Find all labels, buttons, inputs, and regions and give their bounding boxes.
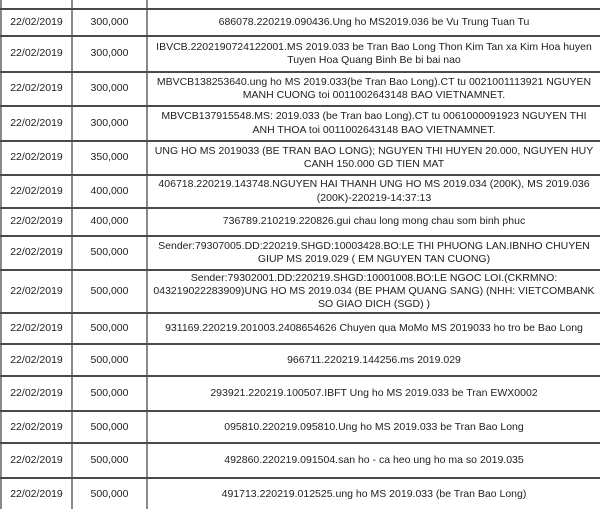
description-cell: 095810.220219.095810.Ung ho MS 2019.033 be Tran Bao Long [147, 411, 600, 443]
amount-cell: 500,000 [72, 344, 147, 376]
description-cell: 931169.220219.201003.2408654626 Chuyen qua MoMo MS 2019033 ho tro be Bao Long [147, 313, 600, 344]
description-cell: 492860.220219.091504.san ho - ca heo ung ho ma so 2019.035 [147, 443, 600, 478]
date-cell: 22/02/2019 [1, 141, 72, 175]
date-cell: 22/02/2019 [1, 411, 72, 443]
table-row [1, 344, 600, 376]
amount-cell: 500,000 [72, 443, 147, 478]
amount-cell: 400,000 [72, 175, 147, 208]
date-cell: 22/02/2019 [1, 443, 72, 478]
table-row [1, 9, 600, 36]
table-row [1, 175, 600, 208]
table-row [1, 478, 600, 509]
description-cell: Sender:79307005.DD:220219.SHGD:10003428.BO:LE THI PHUONG LAN.IBNHO CHUYEN GIUP MS 2019.029 ( EM NGUYEN TAN CUONG) [147, 236, 600, 270]
date-cell: 22/02/2019 [1, 478, 72, 509]
date-cell: 22/02/2019 [1, 208, 72, 236]
amount-cell: 300,000 [72, 9, 147, 36]
description-cell: 736789.210219.220826.gui chau long mong chau som binh phuc [147, 208, 600, 236]
date-cell: 22/02/2019 [1, 36, 72, 72]
description-cell: 406718.220219.143748.NGUYEN HAI THANH UNG HO MS 2019.034 (200K), MS 2019.036 (200K)-220219-14:37:13 [147, 175, 600, 208]
date-cell: 22/02/2019 [1, 72, 72, 106]
table-row [1, 141, 600, 175]
amount-cell: 300,000 [72, 106, 147, 141]
table-row [1, 208, 600, 236]
table-row [1, 376, 600, 411]
description-cell: Sender:79302001.DD:220219.SHGD:10001008.BO:LE NGOC LOI.(CKRMNO: 043219022283909)UNG HO MS 2019.034 (BE PHAM QUANG SANG) (NHH: VIETCOMBANK SO GIAO DICH (SGD) ) [147, 270, 600, 313]
table-row [1, 313, 600, 344]
amount-cell [72, 0, 147, 9]
amount-cell: 400,000 [72, 208, 147, 236]
table-row [1, 270, 600, 313]
amount-cell: 300,000 [72, 36, 147, 72]
date-cell: 22/02/2019 [1, 376, 72, 411]
date-cell: 22/02/2019 [1, 270, 72, 313]
table-row [1, 443, 600, 478]
amount-cell: 500,000 [72, 478, 147, 509]
description-cell [147, 0, 600, 9]
date-cell: 22/02/2019 [1, 313, 72, 344]
table-row [1, 106, 600, 141]
date-cell: 22/02/2019 [1, 175, 72, 208]
date-cell: 22/02/2019 [1, 344, 72, 376]
description-cell: 966711.220219.144256.ms 2019.029 [147, 344, 600, 376]
date-cell: 22/02/2019 [1, 9, 72, 36]
amount-cell: 500,000 [72, 376, 147, 411]
amount-cell: 500,000 [72, 236, 147, 270]
table-row-partial-top [1, 0, 600, 9]
amount-cell: 350,000 [72, 141, 147, 175]
amount-cell: 500,000 [72, 411, 147, 443]
amount-cell: 500,000 [72, 270, 147, 313]
date-cell: 22/02/2019 [1, 236, 72, 270]
description-cell: MBVCB138253640.ung ho MS 2019.033(be Tran Bao Long).CT tu 0021001113921 NGUYEN MANH CUONG toi 0011002643148 BAO VIETNAMNET. [147, 72, 600, 106]
amount-cell: 500,000 [72, 313, 147, 344]
description-cell: 686078.220219.090436.Ung ho MS2019.036 be Vu Trung Tuan Tu [147, 9, 600, 36]
date-cell [1, 0, 72, 9]
date-cell: 22/02/2019 [1, 106, 72, 141]
description-cell: UNG HO MS 2019033 (BE TRAN BAO LONG); NGUYEN THI HUYEN 20.000, NGUYEN HUY CANH 150.000 GD TIEN MAT [147, 141, 600, 175]
amount-cell: 300,000 [72, 72, 147, 106]
table-row [1, 72, 600, 106]
table-row [1, 411, 600, 443]
description-cell: 293921.220219.100507.IBFT Ung ho MS 2019.033 be Tran EWX0002 [147, 376, 600, 411]
table-row [1, 236, 600, 270]
description-cell: MBVCB137915548.MS: 2019.033 (be Tran bao Long).CT tu 0061000091923 NGUYEN THI ANH THOA toi 0011002643148 BAO VIETNAMNET. [147, 106, 600, 141]
description-cell: 491713.220219.012525.ung ho MS 2019.033 (be Tran Bao Long) [147, 478, 600, 509]
table-row [1, 36, 600, 72]
description-cell: IBVCB.2202190724122001.MS 2019.033 be Tran Bao Long Thon Kim Tan xa Kim Hoa huyen Tuyen Hoa Quang Binh Be bi bai nao [147, 36, 600, 72]
